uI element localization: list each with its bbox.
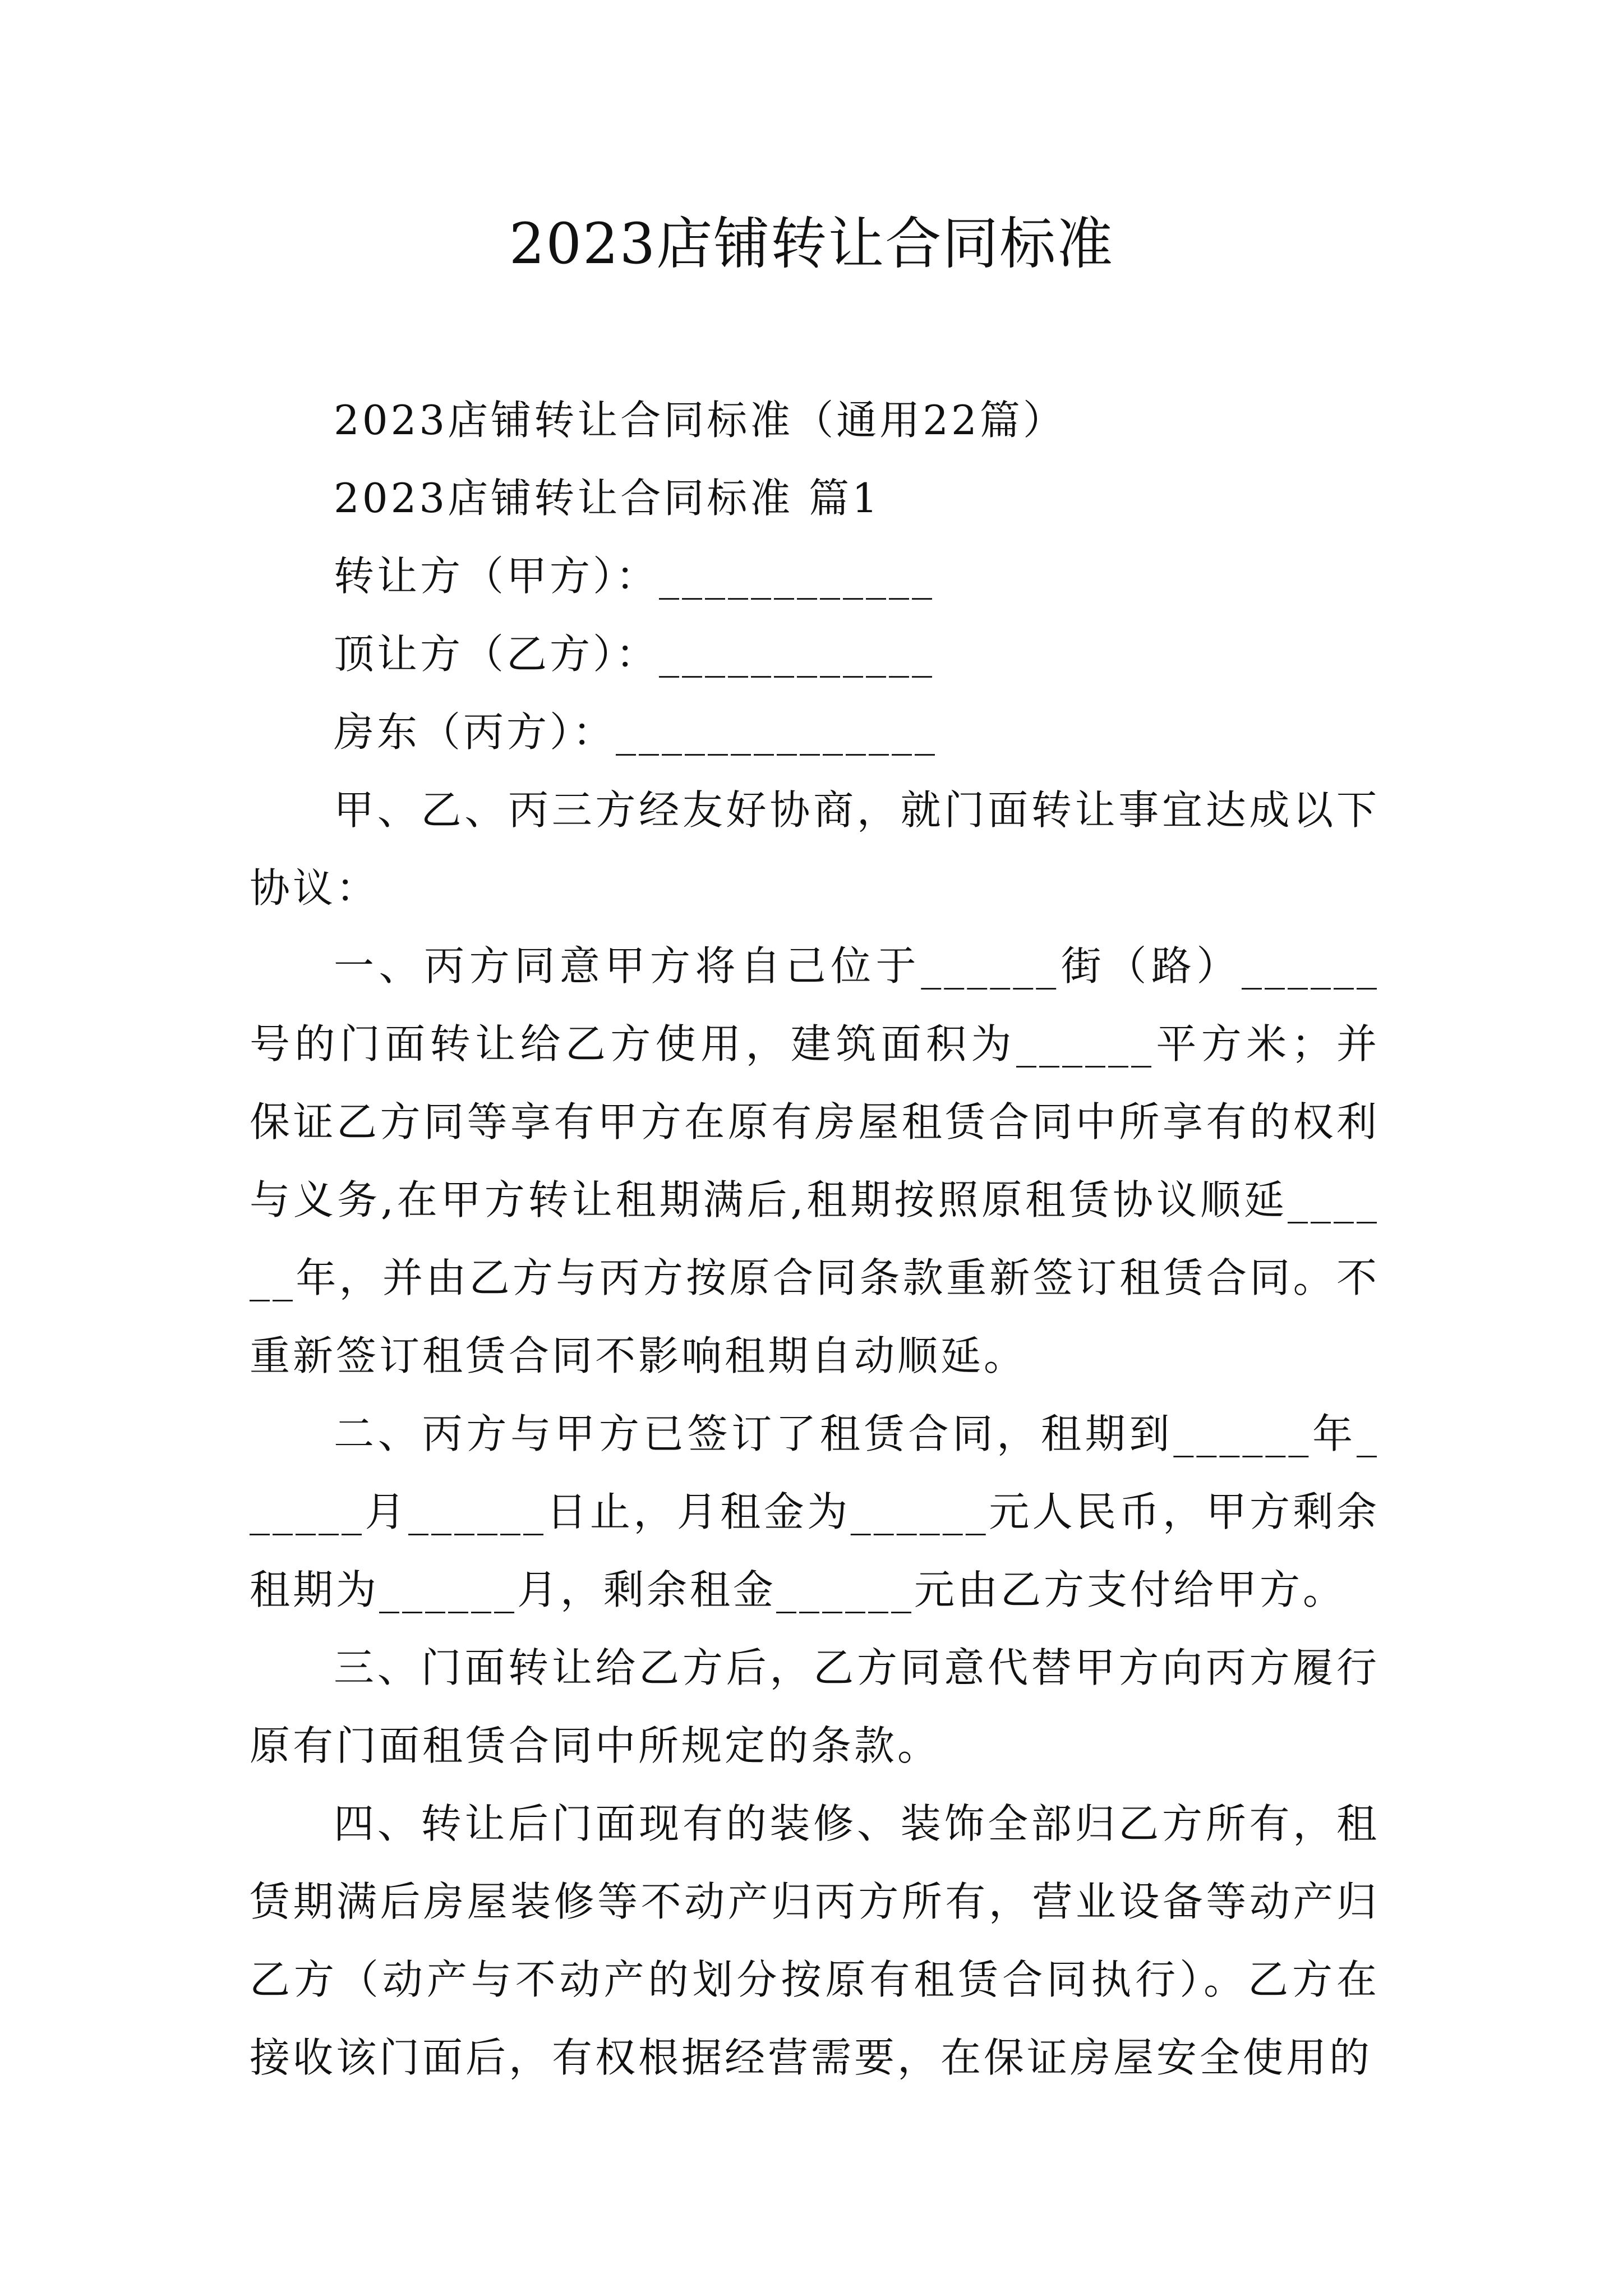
document-title: 2023店铺转让合同标准	[509, 211, 1114, 277]
party-c-line: 房东（丙方）：______________	[334, 708, 938, 756]
party-a-line: 转让方（甲方）：____________	[334, 553, 935, 600]
clause-4-paragraph: 四、转让后门面现有的装修、装饰全部归乙方所有，租赁期满后房屋装修等不动产归丙方所有，营业设备等动产归乙方（动产与不动产的划分按原有租赁合同执行）。乙方在接收该门面后，有权根据经营需要，在保证房屋安全使用的	[250, 1800, 1380, 2081]
clause-2-paragraph: 二、丙方与甲方已签订了租赁合同，租期到______年______月______日止，月租金为______元人民币，甲方剩余租期为______月，剩余租金______元由乙方支付给甲方。	[250, 1410, 1380, 1613]
document-subtitle: 2023店铺转让合同标准（通用22篇）	[334, 397, 1066, 444]
section-heading: 2023店铺转让合同标准 篇1	[334, 475, 880, 522]
party-b-line: 顶让方（乙方）：____________	[334, 631, 935, 678]
intro-paragraph: 甲、乙、丙三方经友好协商，就门面转让事宜达成以下协议：	[250, 786, 1380, 912]
document-body	[250, 381, 1380, 2097]
clause-3-paragraph: 三、门面转让给乙方后，乙方同意代替甲方向丙方履行原有门面租赁合同中所规定的条款。	[250, 1644, 1380, 1769]
clause-1-paragraph: 一、丙方同意甲方将自己位于______街（路）______号的门面转让给乙方使用，建筑面积为______平方米；并保证乙方同等享有甲方在原有房屋租赁合同中所享有的权利与义务,在甲方转让租期满后,租期按照原租赁协议顺延______年，并由乙方与丙方按原合同条款重新签订租赁合同。不重新签订租赁合同不影响租期自动顺延。	[250, 942, 1380, 1379]
